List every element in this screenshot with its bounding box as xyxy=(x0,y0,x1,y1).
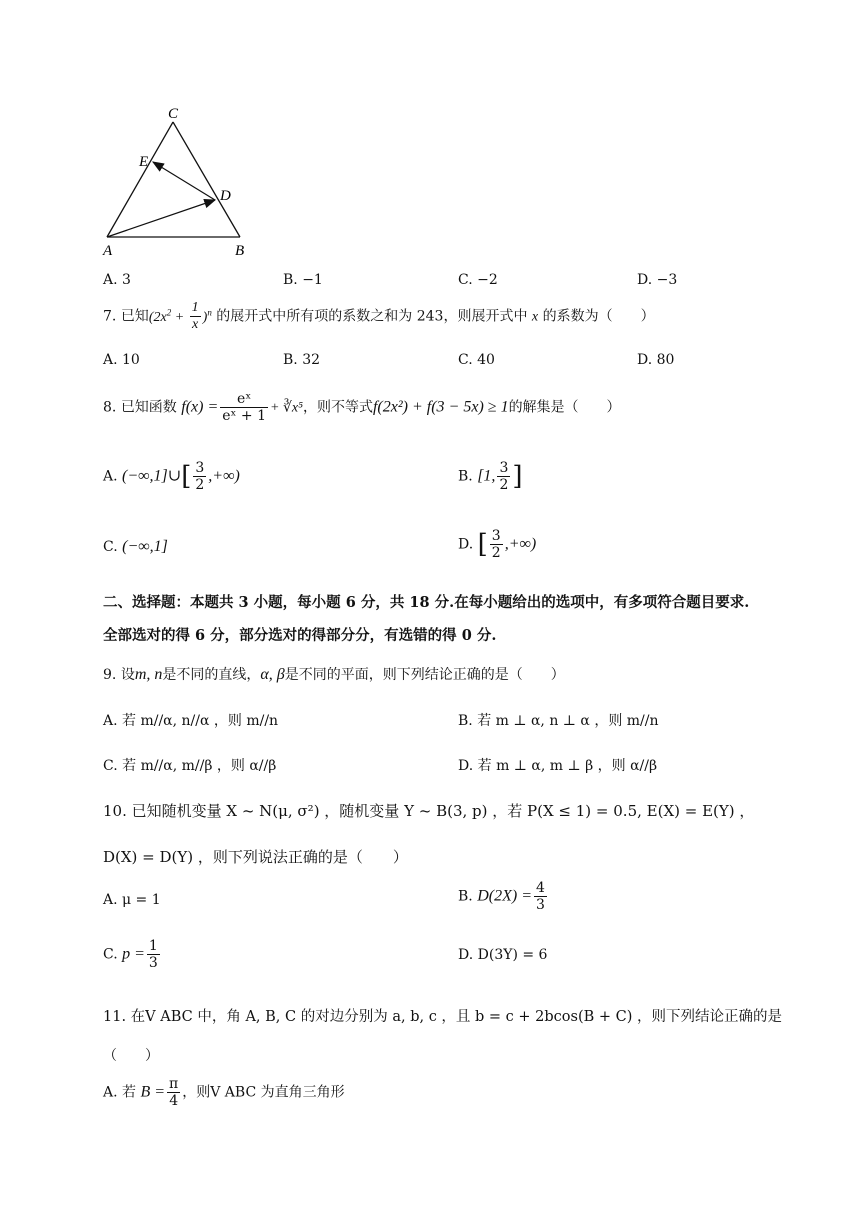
q7-text: 的展开式中所有项的系数之和为 243，则展开式中 xyxy=(216,308,528,325)
section-2-line-2: 全部选对的得 6 分，部分选对的得部分分，有选错的得 0 分. xyxy=(103,627,497,644)
label-c: C xyxy=(168,106,179,122)
triangle-side-bc xyxy=(173,122,240,237)
q7-number: 7. xyxy=(103,308,117,325)
q7-expr-right: )$^n$ xyxy=(202,306,212,325)
q9-option-b: B. 若 m ⊥ α, n ⊥ α ，则 m//n xyxy=(458,713,659,729)
q7-expr-left: ($2x^2$ + xyxy=(148,306,188,325)
q8-number: 8. xyxy=(103,399,117,416)
label-a: A xyxy=(103,243,113,259)
q7-option-c: C. 40 xyxy=(458,352,495,368)
question-11-line-2: （ ） xyxy=(103,1048,159,1064)
q8-prefix: 已知函数 xyxy=(120,399,177,416)
q9-option-a: A. 若 m//α, n//α ，则 m//n xyxy=(103,713,279,729)
q10-option-a: A. μ = 1 xyxy=(103,892,161,908)
section-2-line-1: 二、选择题：本题共 3 小题，每小题 6 分，共 18 分.在每小题给出的选项中，有多项符合题目要求. xyxy=(103,594,750,611)
q7-option-b: B. 32 xyxy=(283,352,321,368)
q9-option-c: C. 若 m//α, m//β ，则 α//β xyxy=(103,758,277,774)
q8-inequality: f(2x²) + f(3 − 5x) ≥ 1 xyxy=(372,398,509,416)
q7-option-d: D. 80 xyxy=(637,352,675,368)
question-8 xyxy=(103,391,621,424)
q10-option-d: D. D(3Y) = 6 xyxy=(458,947,548,963)
q8-option-d: D. [ $\frac{3}{2}$ ,+∞) xyxy=(458,528,537,561)
q8-suffix: 的解集是（ ） xyxy=(508,399,621,416)
q7-suffix: 的系数为（ ） xyxy=(542,308,655,325)
q10-option-c: C. p = $\frac{1}{3}$ xyxy=(103,938,158,971)
q7-option-a: A. 10 xyxy=(103,352,140,368)
vector-de xyxy=(153,162,215,200)
q8-option-c: C. (−∞,1] xyxy=(103,538,168,555)
question-11-line-1: 11. 在V ABC 中，角 A, B, C 的对边分别为 a, b, c ，且 b = c + 2bcos(B + C) ，则下列结论正确的是 xyxy=(103,1009,783,1025)
q10-option-b: B. D(2X) = $\frac{4}{3}$ xyxy=(458,880,545,913)
q11-option-a: A. 若 B = $\frac{\pi}{4}$ ，则V ABC 为直角三角形 xyxy=(103,1076,345,1109)
triangle-figure xyxy=(95,100,255,265)
vector-ad xyxy=(107,200,215,237)
q6-option-a: A. 3 xyxy=(103,272,131,288)
q7-var: x xyxy=(531,309,539,325)
question-7 xyxy=(103,300,655,333)
label-d: D xyxy=(220,188,231,204)
q8-text: ，则不等式 xyxy=(302,399,373,416)
q7-prefix: 已知 xyxy=(120,308,149,325)
q8-option-a: A. (−∞,1]∪[ $\frac{3}{2}$ ,+∞) xyxy=(103,460,240,493)
label-e: E xyxy=(139,154,149,170)
q7-fraction: $\frac{1}{x}$ xyxy=(191,300,199,332)
q8-fraction: $\frac{\text{eˣ}}{\text{eˣ + 1}}$ xyxy=(222,391,267,424)
q8-fx: f(x) = xyxy=(181,398,219,416)
q6-option-b: B. −1 xyxy=(283,272,323,288)
triangle-side-ac xyxy=(107,122,173,237)
question-10-line-1: 10. 已知随机变量 X ~ N(μ, σ²) ，随机变量 Y ~ B(3, p) ，若 P(X ≤ 1) = 0.5, E(X) = E(Y) ， xyxy=(103,802,755,820)
q8-option-b: B. [1, $\frac{3}{2}$ ] xyxy=(458,460,523,493)
q8-root: + ∛x⁵ xyxy=(270,400,303,416)
question-10-line-2: D(X) = D(Y) ，则下列说法正确的是（ ） xyxy=(103,848,408,866)
q6-option-d: D. −3 xyxy=(637,272,678,288)
q6-option-c: C. −2 xyxy=(458,272,498,288)
label-b: B xyxy=(235,243,245,259)
q9-option-d: D. 若 m ⊥ α, m ⊥ β ，则 α//β xyxy=(458,758,658,774)
question-9: 9. 设m, n是不同的直线，α, β是不同的平面，则下列结论正确的是（ ） xyxy=(103,666,565,683)
